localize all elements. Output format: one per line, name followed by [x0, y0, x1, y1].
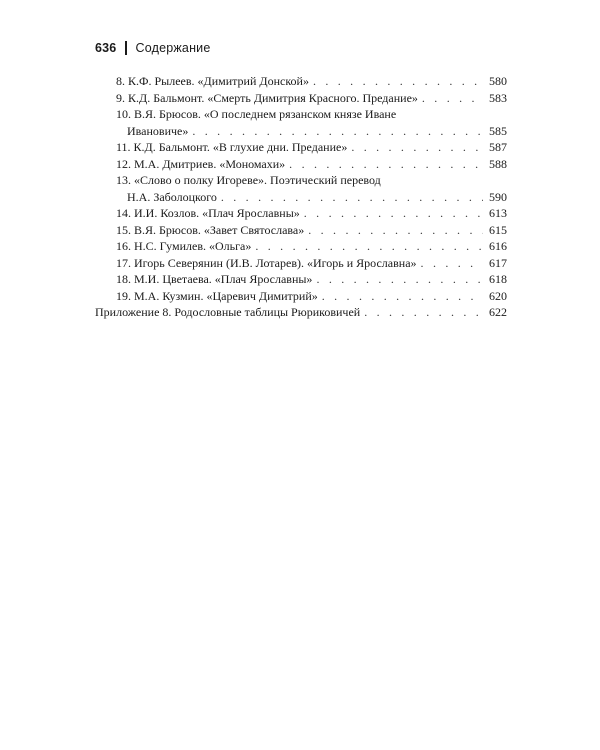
toc-entry-title: 14. И.И. Козлов. «Плач Ярославны»: [116, 206, 300, 220]
toc-line: [116, 271, 507, 288]
toc-line: [116, 205, 507, 222]
toc-entry: [95, 238, 507, 255]
toc-page-number: 616: [489, 239, 507, 253]
toc-entry-title: 10. В.Я. Брюсов. «О последнем рязанском князе Иване: [116, 107, 397, 121]
toc-line: [116, 106, 507, 123]
toc-page-number: 622: [489, 305, 507, 319]
toc-page-number: 618: [489, 272, 507, 286]
dot-leader: [351, 139, 483, 156]
toc-entry-title: 19. М.А. Кузмин. «Царевич Димитрий»: [116, 288, 318, 303]
toc-page-number: 585: [489, 123, 507, 138]
toc-page-number: 580: [489, 74, 507, 88]
toc-entry-title: Ивановиче»: [127, 123, 189, 138]
section-title: Содержание: [135, 41, 211, 55]
dot-leader: [255, 238, 483, 255]
toc-entry: [95, 222, 507, 239]
toc-page-number: 617: [489, 255, 507, 270]
page-number: 636: [95, 41, 117, 55]
toc-entry: [95, 205, 507, 222]
toc-page-number: 615: [489, 222, 507, 237]
toc-entry-title: 8. К.Ф. Рылеев. «Димитрий Донской»: [116, 74, 309, 88]
toc-line: [116, 90, 507, 107]
table-of-contents: [95, 73, 507, 321]
toc-page-number: 588: [489, 156, 507, 171]
dot-leader: [289, 156, 483, 173]
toc-entry-title: 12. М.А. Дмитриев. «Мономахи»: [116, 156, 286, 171]
toc-entry-title: 9. К.Д. Бальмонт. «Смерть Димитрия Красного. Предание»: [116, 90, 418, 105]
toc-entry: [95, 106, 507, 139]
toc-page-number: 587: [489, 140, 507, 154]
toc-line: [95, 304, 507, 321]
toc-line: [116, 238, 507, 255]
toc-entry: [95, 172, 507, 205]
toc-entry-title: 16. Н.С. Гумилев. «Ольга»: [116, 239, 252, 253]
toc-page-number: 613: [489, 206, 507, 220]
toc-line: [116, 123, 507, 140]
dot-leader: [322, 288, 483, 305]
toc-page-number: 620: [489, 288, 507, 303]
running-header: [95, 41, 211, 55]
dot-leader: [316, 271, 483, 288]
toc-page-number: 590: [489, 189, 507, 204]
toc-line: [116, 189, 507, 206]
toc-entry-title: 11. К.Д. Бальмонт. «В глухие дни. Предание»: [116, 140, 348, 154]
dot-leader: [221, 189, 483, 206]
dot-leader: [313, 73, 483, 90]
dot-leader: [304, 205, 483, 222]
dot-leader: [308, 222, 483, 239]
dot-leader: [421, 255, 483, 272]
header-divider: [125, 41, 127, 55]
toc-line: [116, 73, 507, 90]
toc-entry-title: 13. «Слово о полку Игореве». Поэтический перевод: [116, 173, 381, 187]
toc-entry-title: 18. М.И. Цветаева. «Плач Ярославны»: [116, 272, 313, 286]
toc-appendix-entry: [95, 304, 507, 321]
toc-line: [116, 255, 507, 272]
toc-entry-title: 17. Игорь Северянин (И.В. Лотарев). «Игорь и Ярославна»: [116, 255, 417, 270]
toc-entry: [95, 73, 507, 90]
toc-line: [116, 172, 507, 189]
toc-entry: [95, 90, 507, 107]
toc-entry-title: Н.А. Заболоцкого: [127, 189, 217, 204]
dot-leader: [192, 123, 483, 140]
toc-line: [116, 156, 507, 173]
toc-entry-title: 15. В.Я. Брюсов. «Завет Святослава»: [116, 222, 305, 237]
dot-leader: [364, 304, 483, 321]
toc-line: [116, 222, 507, 239]
toc-line: [116, 288, 507, 305]
toc-line: [116, 139, 507, 156]
toc-entry-title: Приложение 8. Родословные таблицы Рюриковичей: [95, 305, 361, 319]
dot-leader: [422, 90, 483, 107]
toc-entry: [95, 255, 507, 272]
toc-entry: [95, 139, 507, 156]
toc-entry: [95, 156, 507, 173]
toc-entry: [95, 288, 507, 305]
toc-page-number: 583: [489, 90, 507, 105]
toc-entry: [95, 271, 507, 288]
